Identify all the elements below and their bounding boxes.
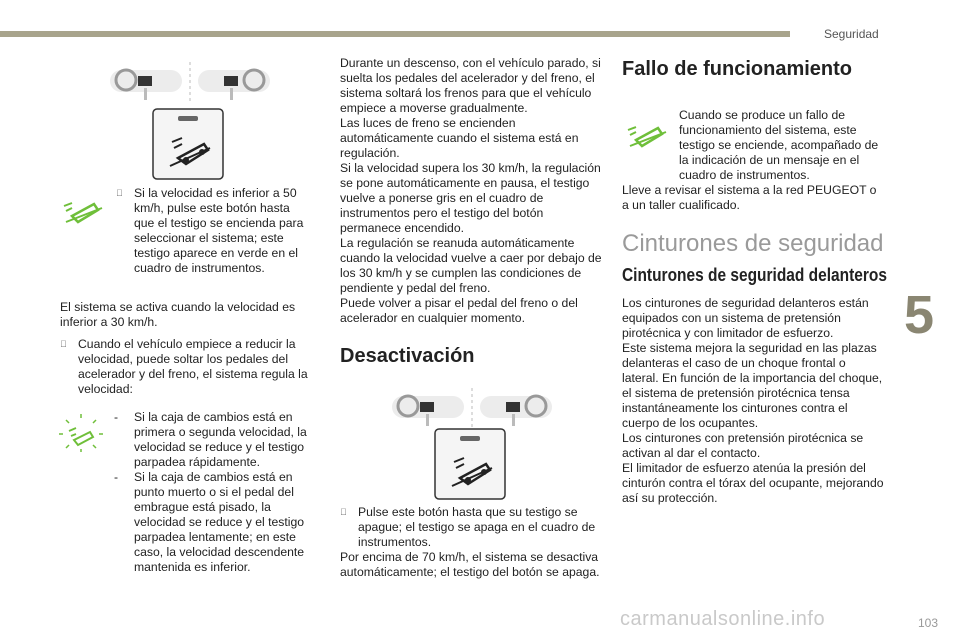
front-seatbelts-subtitle: Cinturones de seguridad delanteros (622, 265, 887, 285)
header-bar (0, 31, 790, 37)
green-blinking-icon (56, 412, 106, 454)
steering-wheels-illustration-2 (390, 388, 554, 428)
deactivation-heading: Desactivación (340, 345, 475, 367)
green-hill-assist-icon (58, 192, 106, 228)
hill-descent-button-icon (152, 108, 224, 180)
steering-wheels-illustration (108, 62, 272, 102)
watermark: carmanualsonline.info (620, 608, 826, 630)
failure-heading: Fallo de funcionamiento (622, 58, 853, 80)
middle-bottom-block: Pulse este botón hasta que su testigo se apague; el testigo se apaga en el cuadro de instrumentos. Por encima de 70 km/h, el sistema se desactiva automáticamente; el testigo del botón se apaga. (340, 505, 600, 579)
hill-descent-button-icon-2 (434, 428, 506, 500)
list-item: - Si la caja de cambios está en primera o segunda velocidad, la velocidad se reduce y el testigo parpadea rápidamente. (114, 410, 307, 469)
section-title: Seguridad (824, 27, 879, 41)
left-bullet-2: Cuando el vehículo empiece a reducir la velocidad, puede soltar los pedales del acelerador y del freno, el sistema regula la velocidad: (78, 337, 308, 396)
seatbelts-text-block: Los cinturones de seguridad delanteros están equipados con un sistema de pretensión pirotécnica y con limitador de esfuerzo. Este sistema mejora la seguridad en las plazas delanteras el caso de un choque frontal o lateral. En función de la importancia del choque, el sistema de pretensión pirotécnica tensa instantáneamente los cinturones contra el cuerpo de los ocupantes. Los cinturones con pretensión pirotécnica se activan al dar el contacto. El limitador de esfuerzo atenúa la presión del cinturón contra el tórax del ocupante, mejorando así su protección. (622, 296, 884, 505)
seatbelts-title: Cinturones de seguridad (622, 230, 884, 257)
chapter-number: 5 (904, 285, 935, 345)
left-dash-list (114, 410, 314, 575)
left-bullet-1: Si la velocidad es inferior a 50 km/h, pulse este botón hasta que el testigo se encienda para seleccionar el sistema; este testigo aparece en verde en el cuadro de instrumentos. (134, 186, 304, 275)
failure-icon-text: Cuando se produce un fallo de funcionamiento del sistema, este testigo se enciende, acompañado de la indicación de un mensaje en el cuadro de instrumentos. (679, 108, 879, 182)
page-number: 103 (918, 616, 939, 630)
middle-text-block: Durante un descenso, con el vehículo parado, si suelta los pedales del acelerador y del freno, el sistema soltará los frenos para que el vehículo empiece a moverse gradualmente. Las luces de freno se encienden automáticamente cuando el sistema está en regulación. Si la velocidad supera los 30 km/h, la regulación se pone automáticamente en pausa, el testigo vuelve a ponerse gris en el cuadro de instrumentos pero el testigo del botón permanece encendido. La regulación se reanuda automáticamente cuando la velocidad vuelve a caer por debajo de los 30 km/h y se cumplen las condiciones de pendiente y pedal del freno. Puede volver a pisar el pedal del freno o del acelerador en cualquier momento. (340, 56, 602, 325)
failure-paragraph: Lleve a revisar el sistema a la red PEUGEOT o a un taller cualificado. (622, 183, 877, 212)
left-paragraph-1: El sistema se activa cuando la velocidad es inferior a 30 km/h. (60, 300, 296, 329)
list-item: - Si la caja de cambios está en punto muerto o si el pedal del embrague está pisado, la velocidad se reduce y el testigo parpadea lentamente; en este caso, la velocidad descendente mantenida es inferior. (114, 470, 305, 574)
green-hill-assist-icon-2 (622, 116, 670, 152)
